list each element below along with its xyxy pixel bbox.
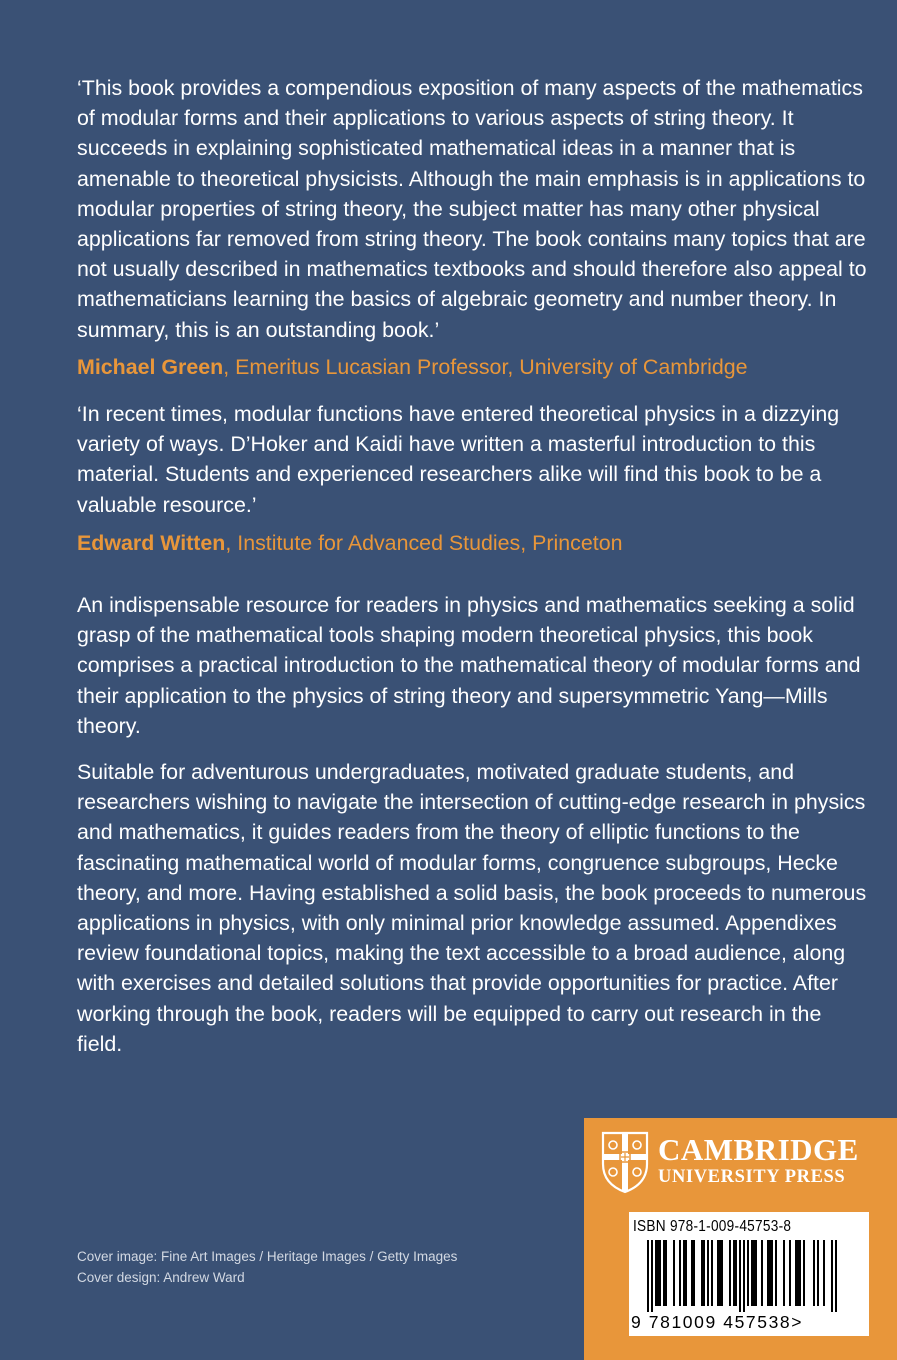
barcode-bar [663, 1240, 665, 1306]
endorser-affiliation-1: , Emeritus Lucasian Professor, University of Cambridge [223, 355, 748, 379]
barcode-bar [771, 1240, 773, 1306]
endorser-affiliation-2: , Institute for Advanced Studies, Princeton [225, 531, 623, 555]
isbn-barcode [629, 1212, 869, 1336]
publisher-subname: UNIVERSITY PRESS [658, 1167, 846, 1187]
cambridge-crest-icon [600, 1130, 650, 1194]
cover-design-credit: Cover design: Andrew Ward [77, 1270, 245, 1285]
endorsement-attribution-1 [77, 352, 867, 382]
barcode-bar [775, 1240, 777, 1306]
barcode-bars [633, 1240, 865, 1312]
barcode-bar [835, 1240, 837, 1312]
barcode-bar [795, 1240, 797, 1306]
barcode-bar [751, 1240, 753, 1306]
barcode-bar [657, 1240, 659, 1306]
description-paragraph-1: An indispensable resource for readers in physics and mathematics seeking a solid grasp of the mathematical tools shaping modern theoretical physics, this book comprises a practical introduction to the mathematical theory of modular forms and their application to the physics of string theory and supersymmetric Yang—Mills theory. [77, 593, 861, 738]
barcode-bar [691, 1240, 693, 1306]
barcode-bar [647, 1240, 649, 1312]
barcode-bar [743, 1240, 745, 1312]
description-paragraph-2: Suitable for adventurous undergraduates, motivated graduate students, and researchers wishing to navigate the intersection of cutting-edge research in physics and mathematics, it guides readers from the theory of elliptic functions to the fascinating mathematical world of modular forms, congruence subgroups, Hecke theory, and more. Having established a solid basis, the book proceeds to numerous applications in physics, with only minimal prior knowledge assumed. Appendixes review foundational topics, making the text accessible to a broad audience, along with exercises and detailed solutions that provide opportunities for practice. After working through the book, readers will be equipped to carry out research in the field. [77, 760, 867, 1056]
barcode-bar [769, 1240, 771, 1306]
barcode-bar [683, 1240, 685, 1306]
barcode-bar [701, 1240, 703, 1306]
barcode-bar [719, 1240, 721, 1306]
isbn-label: ISBN 978-1-009-45753-8 [633, 1218, 792, 1235]
barcode-bar [753, 1240, 755, 1306]
barcode-bar [707, 1240, 709, 1306]
ean-number: 9 781009 457538 [631, 1312, 792, 1332]
barcode-bar [693, 1240, 695, 1306]
ean-digits [631, 1312, 867, 1332]
cover-credits [77, 1246, 457, 1288]
barcode-bar [733, 1240, 735, 1306]
publisher-panel [584, 1118, 897, 1360]
barcode-bar [717, 1240, 719, 1306]
barcode-bar [761, 1240, 763, 1306]
barcode-bar [685, 1240, 687, 1306]
barcode-bar [721, 1240, 723, 1306]
barcode-bar [767, 1240, 769, 1306]
barcode-bar [799, 1240, 801, 1306]
endorser-name-1: Michael Green [77, 355, 224, 379]
barcode-bar [729, 1240, 731, 1306]
barcode-bar [651, 1240, 653, 1312]
cover-image-credit: Cover image: Fine Art Images / Heritage Images / Getty Images [77, 1249, 458, 1264]
barcode-bar [665, 1240, 667, 1306]
barcode-bar [783, 1240, 785, 1306]
barcode-bar [735, 1240, 737, 1306]
endorser-name-2: Edward Witten [77, 531, 226, 555]
barcode-bar [679, 1240, 681, 1306]
barcode-bar [747, 1240, 749, 1306]
barcode-bar [659, 1240, 661, 1306]
barcode-bar [655, 1240, 657, 1306]
barcode-bar [831, 1240, 833, 1312]
barcode-bar [813, 1240, 815, 1306]
barcode-bar [789, 1240, 791, 1306]
barcode-bar [703, 1240, 705, 1306]
barcode-bar [823, 1240, 825, 1306]
endorsement-quote-2: ‘In recent times, modular functions have entered theoretical physics in a dizzying variety of ways. D’Hoker and Kaidi have written a masterful introduction to this material. Students and experienced researchers alike will find this book to be a valuable resource.’ [77, 402, 840, 517]
barcode-bar [739, 1240, 741, 1312]
barcode-bar [711, 1240, 713, 1306]
barcode-bar [673, 1240, 675, 1306]
publisher-logo [600, 1130, 890, 1200]
barcode-bar [817, 1240, 819, 1306]
endorsement-attribution-2 [77, 528, 867, 558]
barcode-bar [797, 1240, 799, 1306]
publisher-name: CAMBRIDGE [658, 1132, 859, 1167]
barcode-bar [803, 1240, 805, 1306]
barcode-bar [755, 1240, 757, 1306]
endorsement-quote-1: ‘This book provides a compendious exposition of many aspects of the mathematics of modular forms and their applications to various aspects of string theory. It succeeds in explaining sophisticated mathematical ideas in a manner that is amenable to theoretical physicists. Although the main emphasis is in applications to modular properties of string theory, the subject matter has many other physical applications far removed from string theory. The book contains many topics that are not usually described in mathematics textbooks and should therefore also appeal to mathematicians learning the basics of algebraic geometry and number theory. In summary, this is an outstanding book.’ [77, 76, 867, 342]
quiet-zone-marker: > [791, 1312, 804, 1332]
